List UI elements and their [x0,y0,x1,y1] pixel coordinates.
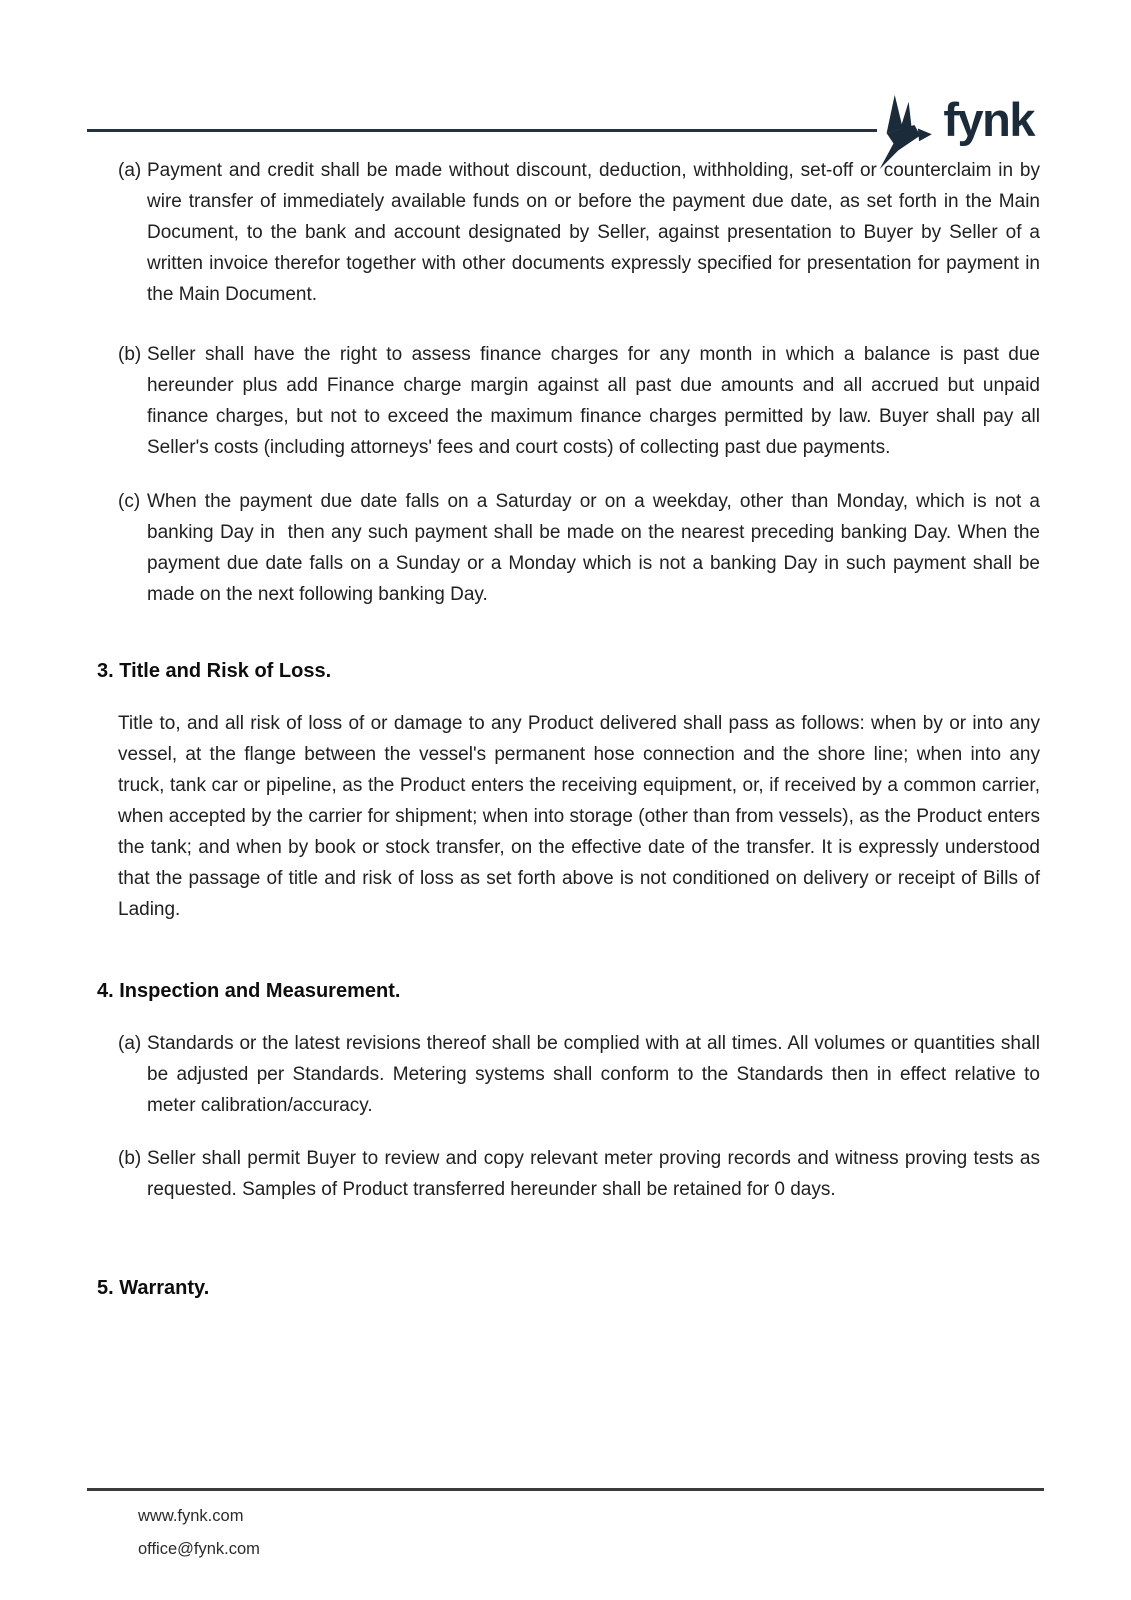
footer-divider [87,1488,1044,1491]
paragraph-text: Seller shall permit Buyer to review and copy relevant meter proving records and witness proving tests as requested. Samples of Product transferred hereunder shall be retained for 0 days. [147,1148,1040,1200]
section-heading-inspection-and-measurement: 4. Inspection and Measurement. [97,980,401,1002]
paragraph-text: When the payment due date falls on a Saturday or on a weekday, other than Monday, which is not a banking Day in then any such payment shall be made on the nearest preceding banking Day. When the payment due date falls on a Sunday or a Monday which is not a banking Day in such payment shall be made on the next following banking Day. [147,491,1040,605]
list-marker: (b) [118,344,142,365]
footer-website: www.fynk.com [138,1507,244,1525]
list-item [87,155,1040,310]
list-item [87,1143,1040,1205]
list-item [87,1028,1040,1121]
paragraph-text: Seller shall have the right to assess finance charges for any month in which a balance is past due hereunder plus add Finance charge margin against all past due amounts and all accrued but unpaid finance charges, but not to exceed the maximum finance charges permitted by law. Buyer shall pay all Seller's costs (including attorneys' fees and court costs) of collecting past due payments. [147,344,1040,458]
paragraph-text: Standards or the latest revisions thereof shall be complied with at all times. All volumes or quantities shall be adjusted per Standards. Metering systems shall conform to the Standards then in effect relative to meter calibration/accuracy. [147,1033,1040,1116]
page-header [0,0,1131,180]
list-item [87,339,1040,463]
section-body-text: Title to, and all risk of loss of or damage to any Product delivered shall pass as follows: when by or into any vessel, at the flange between the vessel's permanent hose connection and the shore line; when into any truck, tank car or pipeline, as the Product enters the receiving equipment, or, if received by a common carrier, when accepted by the carrier for shipment; when into storage (other than from vessels), as the Product enters the tank; and when by book or stock transfer, on the effective date of the transfer. It is expressly understood that the passage of title and risk of loss as set forth above is not conditioned on delivery or receipt of Bills of Lading. [118,713,1040,920]
list-item [87,486,1040,610]
document-content [87,155,1040,1301]
paragraph-text: Payment and credit shall be made without discount, deduction, withholding, set-off or counterclaim in by wire transfer of immediately available funds on or before the payment due date, as set forth in the Main Document, to the bank and account designated by Seller, against presentation to Buyer by Seller of a written invoice therefor together with other documents expressly specified for presentation for payment in the Main Document. [147,160,1040,305]
list-marker: (a) [118,160,142,181]
section-heading-title-and-risk-of-loss: 3. Title and Risk of Loss. [97,660,332,682]
header-divider [87,129,877,132]
list-marker: (a) [118,1033,142,1054]
footer-contact [138,1500,260,1566]
section-heading-warranty: 5. Warranty. [97,1277,210,1299]
logo-wordmark: fynk [943,93,1034,146]
footer-email: office@fynk.com [138,1540,260,1558]
list-marker: (c) [118,491,141,512]
list-marker: (b) [118,1148,142,1169]
